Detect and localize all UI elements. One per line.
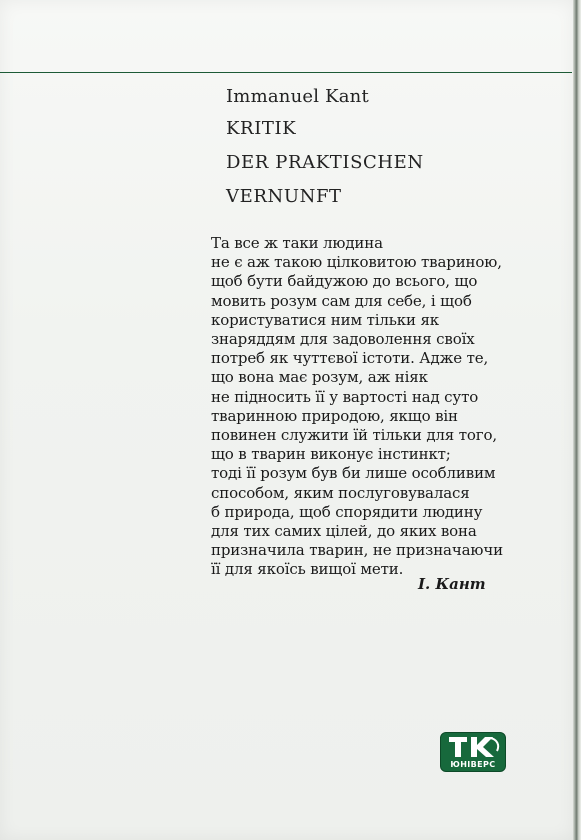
- quote-text: [211, 234, 521, 580]
- quote-line: повинен служити їй тільки для того,: [211, 426, 497, 445]
- quote-line: не є аж такою цілковитою твариною,: [211, 253, 502, 272]
- quote-line: знаряддям для задоволення своїх: [211, 330, 475, 349]
- quote-line: тваринною природою, якщо він: [211, 406, 458, 425]
- title-line-1: KRITIK: [226, 118, 297, 139]
- publisher-name: ЮНІВЕРС: [450, 760, 496, 769]
- quote-line: призначила тварин, не призначаючи: [211, 541, 503, 560]
- book-edge: [573, 0, 581, 840]
- publisher-logo: [440, 732, 506, 772]
- quote-line: її для якоїсь вищої мети.: [211, 560, 404, 579]
- quote-line: потреб як чуттєвої істоти. Адже те,: [211, 349, 489, 368]
- quote-signature: І. Кант: [418, 575, 486, 593]
- quote-line: не підносить її у вартості над суто: [211, 387, 479, 406]
- quote-line: б природа, щоб спорядити людину: [211, 502, 483, 521]
- univers-logo-icon: [441, 733, 505, 761]
- quote-line: тоді її розум був би лише особливим: [211, 464, 496, 483]
- quote-line: що вона має розум, аж ніяк: [211, 368, 428, 387]
- book-title-block: [226, 82, 424, 214]
- quote-line: щоб бути байдужою до всього, що: [211, 272, 478, 291]
- quote-line: що в тварин виконує інстинкт;: [211, 445, 451, 464]
- quote-line: способом, яким послуговувалася: [211, 483, 470, 502]
- quote-line: мовить розум сам для себе, і щоб: [211, 291, 472, 310]
- quote-line: для тих самих цілей, до яких вона: [211, 522, 477, 541]
- title-line-2: DER PRAKTISCHEN: [226, 152, 424, 173]
- quote-line: користуватися ним тільки як: [211, 310, 439, 329]
- author-name: Immanuel Kant: [226, 86, 369, 107]
- quote-line: Та все ж таки людина: [211, 234, 383, 252]
- top-divider-line: [0, 72, 572, 73]
- title-line-3: VERNUNFT: [226, 186, 342, 207]
